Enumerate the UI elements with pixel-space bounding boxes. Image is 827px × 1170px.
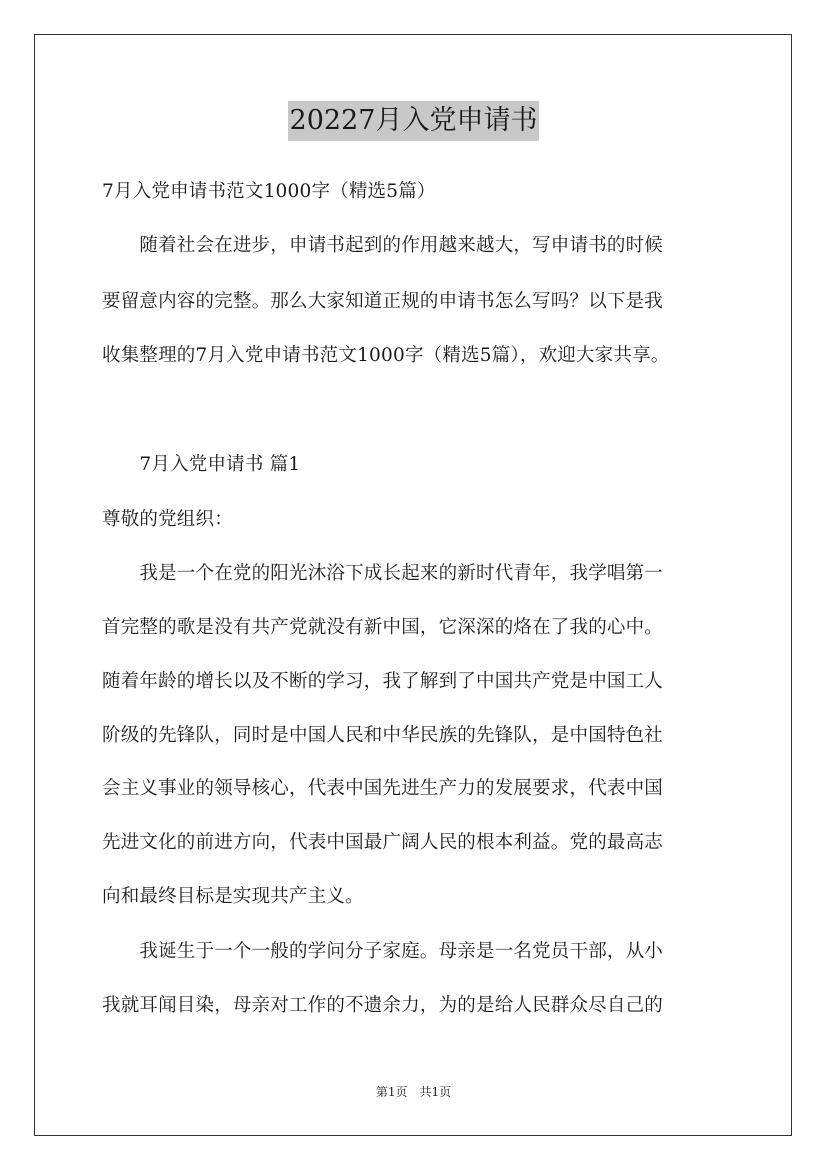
body-line: 先进文化的前进方向，代表中国最广阔人民的根本利益。党的最高志 [102, 832, 664, 853]
body-line: 向和最终目标是实现共产主义。 [102, 886, 364, 907]
body-line: 我是一个在党的阳光沐浴下成长起来的新时代青年，我学唱第一 [102, 563, 664, 584]
body-line: 我诞生于一个一般的学问分子家庭。母亲是一名党员干部，从小 [102, 941, 664, 962]
body-line: 阶级的先锋队，同时是中国人民和中华民族的先锋队，是中国特色社 [102, 725, 664, 746]
body-line: 随着年龄的增长以及不断的学习，我了解到了中国共产党是中国工人 [102, 671, 664, 692]
intro-line: 要留意内容的完整。那么大家知道正规的申请书怎么写吗？以下是我 [102, 291, 664, 312]
intro-line: 收集整理的7月入党申请书范文1000字（精选5篇），欢迎大家共享。 [102, 345, 670, 366]
body-line: 我就耳闻目染，母亲对工作的不遗余力，为的是给人民群众尽自己的 [102, 995, 664, 1016]
body-line: 会主义事业的领导核心，代表中国先进生产力的发展要求，代表中国 [102, 778, 664, 799]
document-title: 20227月入党申请书 [288, 101, 540, 141]
salutation: 尊敬的党组织： [102, 509, 233, 530]
intro-line: 随着社会在进步，申请书起到的作用越来越大，写申请书的时候 [102, 235, 664, 256]
section-heading: 7月入党申请书 篇1 [102, 454, 301, 475]
document-subtitle: 7月入党申请书范文1000字（精选5篇） [102, 181, 436, 202]
title-container [0, 101, 827, 141]
page-footer: 第1页 共1页 [375, 1085, 452, 1099]
body-line: 首完整的歌是没有共产党就没有新中国，它深深的烙在了我的心中。 [102, 617, 664, 638]
